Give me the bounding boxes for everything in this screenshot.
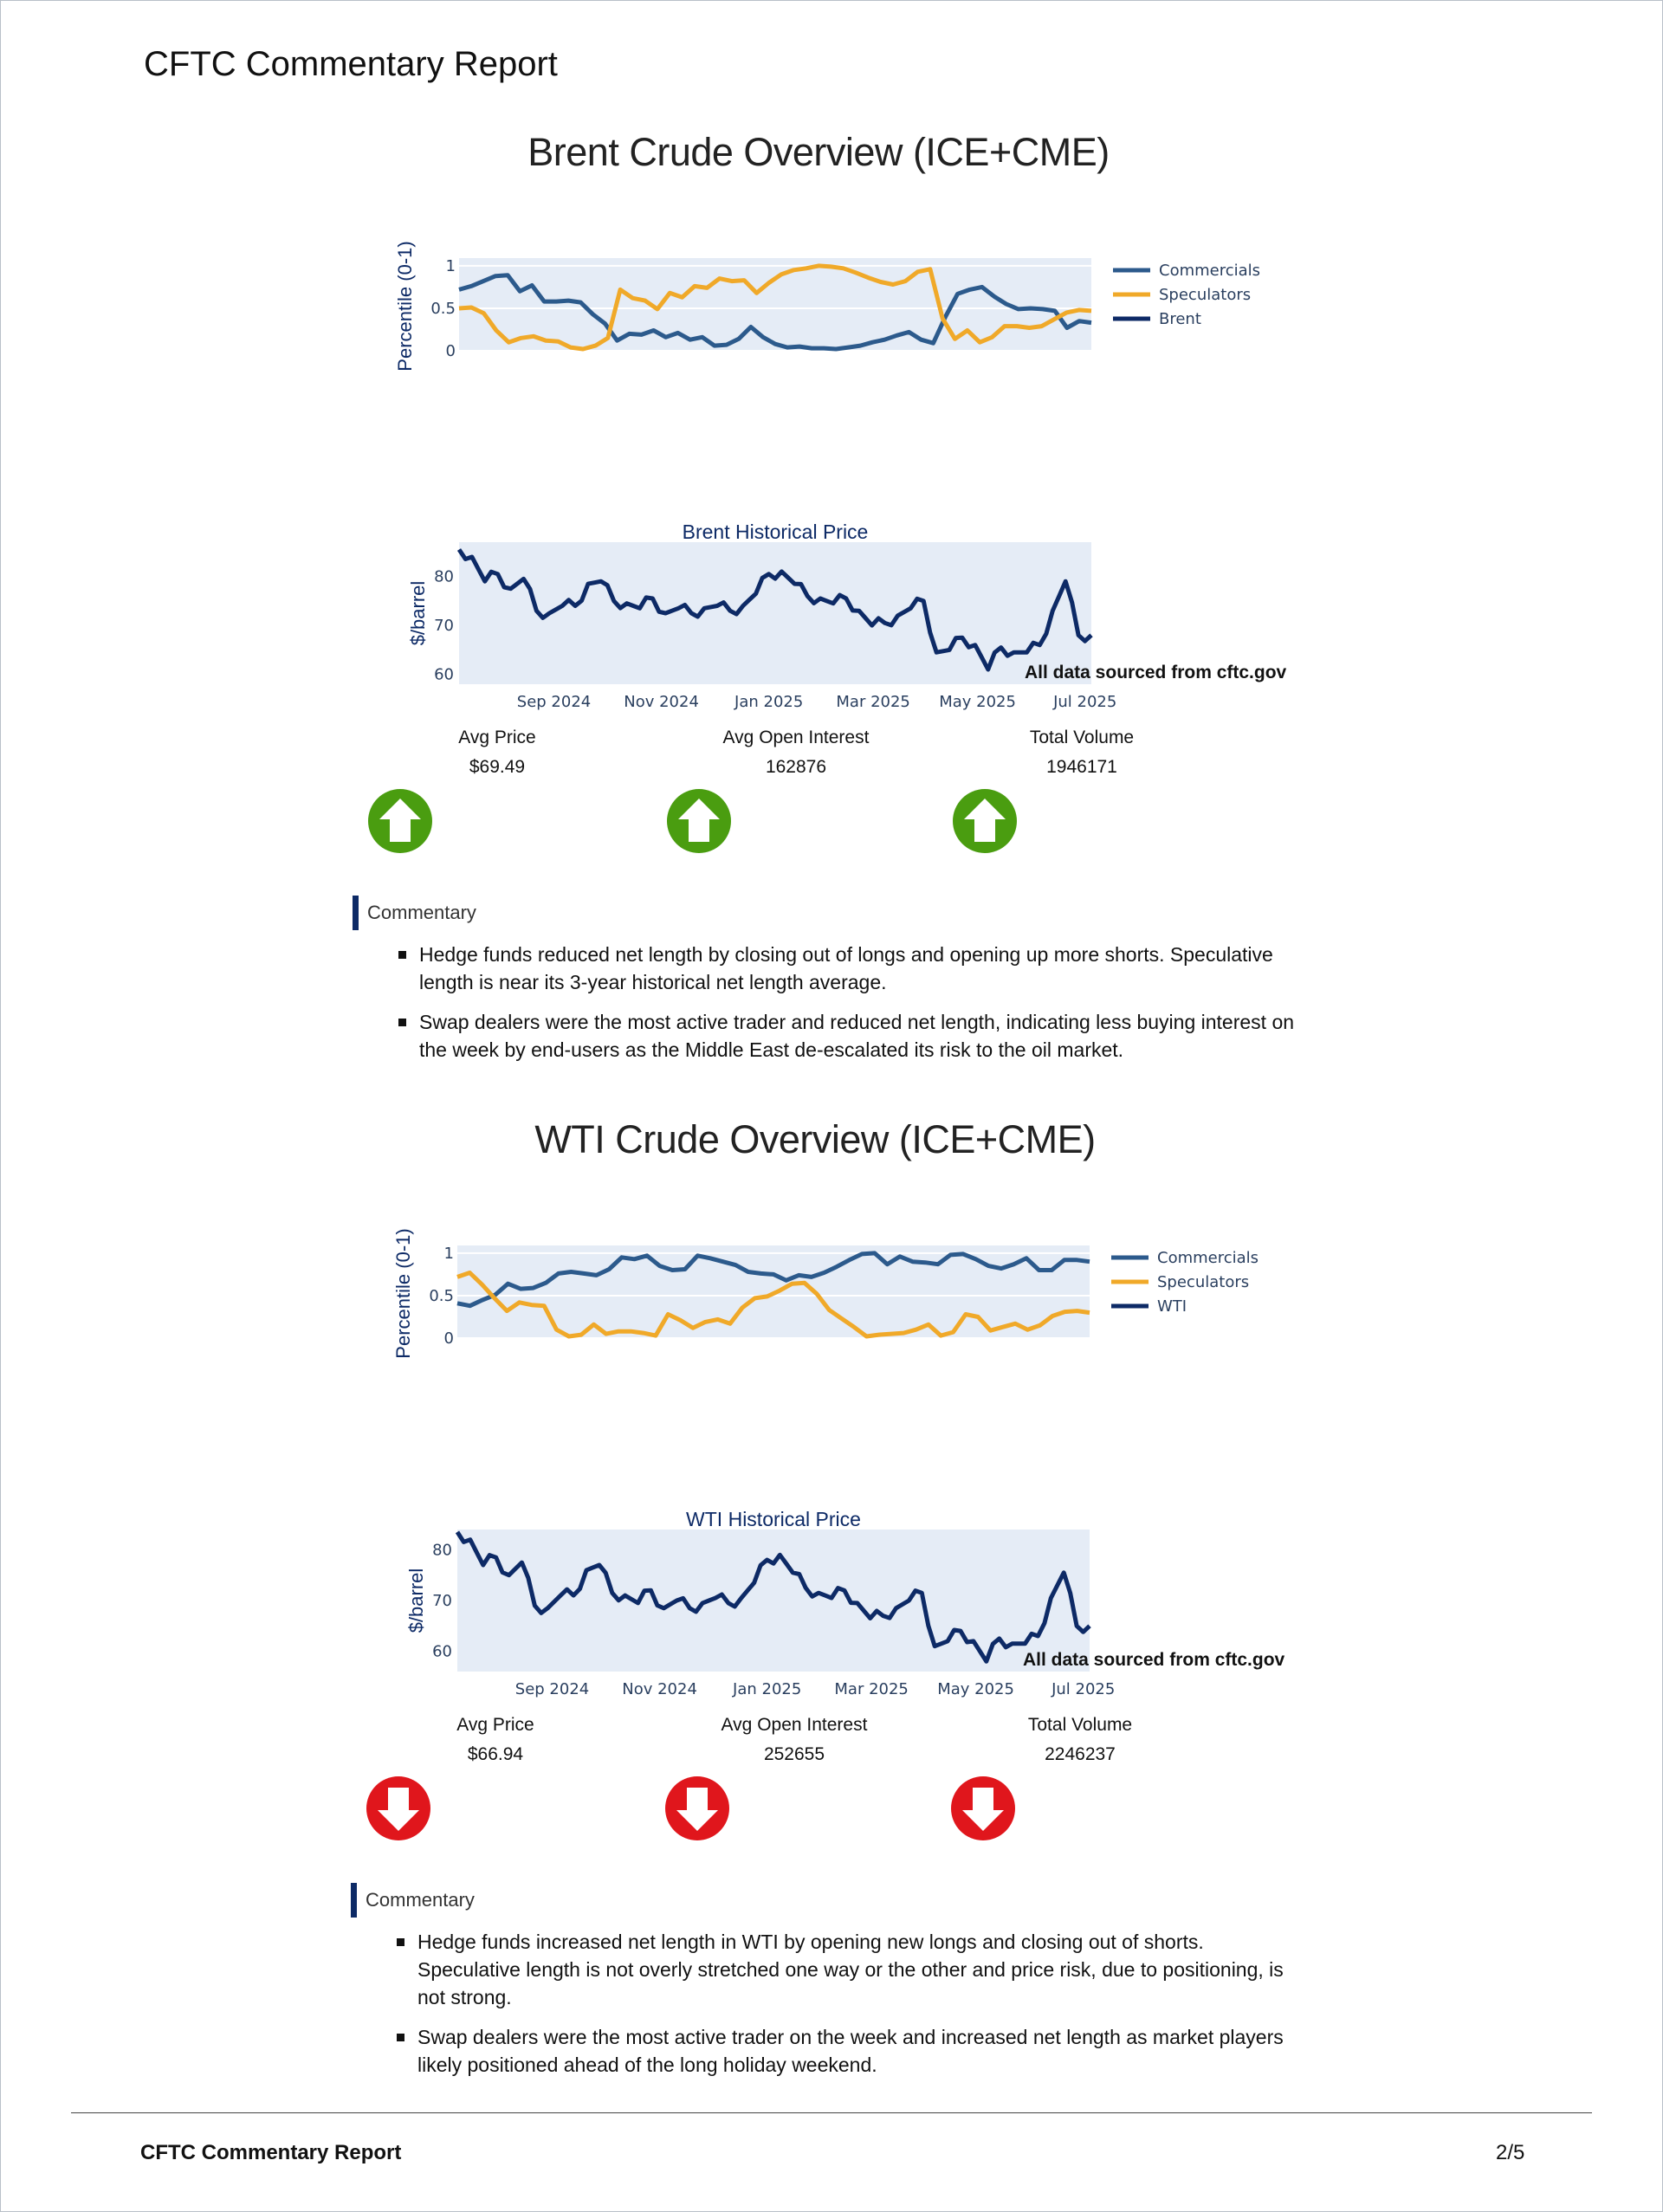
x-tick-label: Sep 2024: [516, 693, 592, 711]
arrow-up-icon: [666, 788, 732, 854]
arrow-down-icon: [950, 1775, 1016, 1841]
x-tick-label: Sep 2024: [514, 1680, 590, 1698]
y-axis-label: $/barrel: [405, 1568, 427, 1633]
y-tick-label: 80: [432, 1541, 452, 1560]
y-axis-label: $/barrel: [407, 580, 429, 646]
y-tick-label: 60: [434, 665, 454, 684]
x-tick-label: Jan 2025: [733, 1680, 802, 1698]
commentary-heading: Commentary: [353, 896, 476, 930]
x-tick-label: Jul 2025: [1052, 1680, 1116, 1698]
y-tick-label: 80: [434, 567, 454, 586]
chart-subtitle: WTI Historical Price: [686, 1508, 861, 1530]
metric-label: Total Volume: [1029, 728, 1135, 747]
arrow-up-icon: [367, 788, 433, 854]
x-tick-label: May 2025: [939, 693, 1016, 711]
metric-label: Avg Open Interest: [722, 728, 870, 747]
page-number: 2/5: [1496, 2141, 1525, 2164]
y-tick-label: 1: [445, 256, 456, 275]
avg-open-interest-metric: [666, 728, 926, 778]
y-tick-label: 0.5: [429, 1286, 454, 1305]
x-tick-label: Mar 2025: [836, 693, 910, 711]
commentary-item: Hedge funds increased net length in WTI by opening new longs and closing out of shorts. Speculative length is not overly stretched one way or the other and price risk, due to positioning, is not strong.: [397, 1928, 1297, 2011]
plot-background: [459, 258, 1091, 351]
chart-subtitle: Brent Historical Price: [682, 521, 869, 543]
metric-label: Total Volume: [1027, 1715, 1133, 1735]
metric-label: Avg Price: [456, 1715, 534, 1735]
legend-entry: WTI: [1157, 1297, 1187, 1316]
brent-section: [0, 130, 1663, 1065]
y-axis-label: Percentile (0-1): [392, 1228, 414, 1359]
x-tick-label: Mar 2025: [834, 1680, 909, 1698]
x-tick-label: Jan 2025: [734, 693, 804, 711]
metric-value: 252655: [763, 1744, 825, 1764]
y-tick-label: 60: [432, 1642, 452, 1661]
commentary-item: Hedge funds reduced net length by closing out of longs and opening up more shorts. Speculative length is near its 3-year historical net length average.: [398, 941, 1299, 996]
arrow-down-icon: [664, 1775, 730, 1841]
y-tick-label: 0.5: [430, 299, 456, 318]
y-tick-label: 1: [443, 1244, 454, 1263]
arrow-up-icon: [952, 788, 1018, 854]
y-tick-label: 70: [432, 1592, 452, 1610]
commentary-item: Swap dealers were the most active trader on the week and increased net length as market players likely positioned ahead of the long holiday weekend.: [397, 2023, 1297, 2079]
metric-value: $69.49: [469, 757, 526, 777]
x-tick-label: Jul 2025: [1053, 693, 1117, 711]
metric-label: Avg Price: [458, 728, 536, 747]
chart-title: WTI Crude Overview (ICE+CME): [534, 1117, 1096, 1161]
footer-divider: [71, 2112, 1592, 2113]
y-tick-label: 0: [443, 1329, 454, 1348]
avg-price-metric: [367, 728, 627, 778]
metric-label: Avg Open Interest: [721, 1715, 868, 1735]
wti-section: [0, 1117, 1663, 2096]
avg-price-metric: [366, 1715, 625, 1765]
x-tick-label: Nov 2024: [622, 1680, 697, 1698]
commentary-list: [398, 941, 1299, 1076]
legend-entry: Commercials: [1159, 262, 1261, 280]
source-note: All data sourced from cftc.gov: [1023, 1650, 1285, 1670]
footer-title: CFTC Commentary Report: [140, 2141, 402, 2164]
metric-value: $66.94: [467, 1744, 524, 1764]
avg-open-interest-metric: [664, 1715, 924, 1765]
chart-title: Brent Crude Overview (ICE+CME): [527, 130, 1110, 174]
legend-entry: Brent: [1159, 310, 1201, 328]
y-tick-label: 70: [434, 617, 454, 636]
plot-background: [459, 542, 1091, 684]
metric-value: 162876: [765, 757, 827, 777]
legend-entry: Speculators: [1157, 1273, 1250, 1291]
report-title: CFTC Commentary Report: [144, 45, 558, 83]
total-volume-metric: [952, 728, 1212, 778]
commentary-item: Swap dealers were the most active trader and reduced net length, indicating less buying interest on the week by end-users as the Middle East de-escalated its risk to the oil market.: [398, 1008, 1299, 1064]
y-tick-label: 0: [445, 342, 456, 360]
metric-value: 2246237: [1045, 1744, 1116, 1764]
legend-entry: Speculators: [1159, 286, 1252, 304]
legend-entry: Commercials: [1157, 1249, 1259, 1267]
commentary-list: [397, 1928, 1297, 2091]
commentary-heading: Commentary: [351, 1883, 475, 1918]
total-volume-metric: [950, 1715, 1210, 1765]
metric-value: 1946171: [1046, 757, 1117, 777]
x-tick-label: Nov 2024: [624, 693, 699, 711]
x-tick-label: May 2025: [937, 1680, 1014, 1698]
y-axis-label: Percentile (0-1): [394, 241, 416, 372]
plot-background: [457, 1530, 1090, 1672]
arrow-down-icon: [366, 1775, 431, 1841]
source-note: All data sourced from cftc.gov: [1025, 663, 1287, 682]
